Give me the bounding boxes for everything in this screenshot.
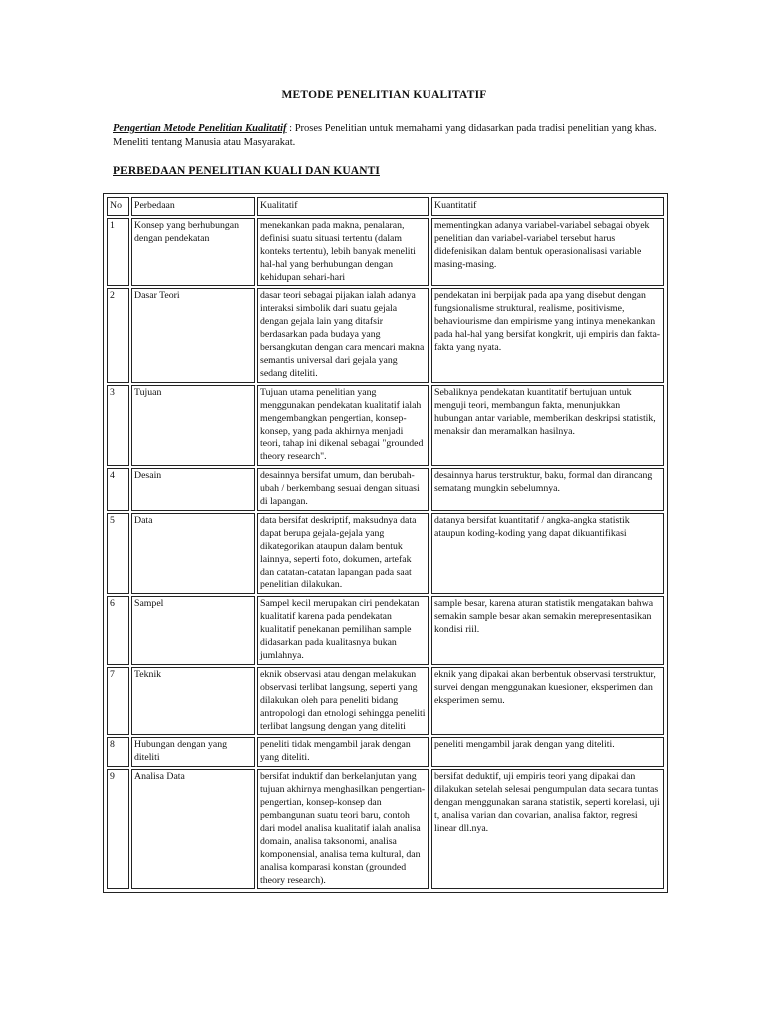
row-quantitative-cell: pendekatan ini berpijak pada apa yang disebut dengan fungsionalisme struktural, realisme, positivisme, behaviourisme dan empirisme yang intinya menekankan pada hal-hal yang bersifat kongkrit, uji empiris dan fakta-fakta yang nyata.: [431, 288, 664, 382]
row-aspect-cell: Dasar Teori: [131, 288, 255, 382]
row-number-cell: 4: [107, 468, 129, 511]
table-row: [107, 667, 664, 736]
definition-text: : Proses Penelitian untuk memahami yang didasarkan pada tradisi penelitian yang khas. Meneliti tentang Manusia atau Masyarakat.: [113, 123, 657, 148]
table-row: [107, 385, 664, 466]
row-quantitative-cell: Sebaliknya pendekatan kuantitatif bertujuan untuk menguji teori, membangun fakta, menunjukkan hubungan antar variable, memberikan deskripsi statistik, menaksir dan meramalkan hasilnya.: [431, 385, 664, 466]
row-quantitative-cell: eknik yang dipakai akan berbentuk observasi terstruktur, survei dengan menggunakan kuesioner, eksperimen dan eksperimen semu.: [431, 667, 664, 736]
table-row: [107, 769, 664, 889]
page-title: METODE PENELITIAN KUALITATIF: [281, 89, 487, 101]
row-qualitative-cell: peneliti tidak mengambil jarak dengan yang diteliti.: [257, 737, 429, 767]
table-header-row: [107, 197, 664, 216]
table-row: [107, 737, 664, 767]
row-number-cell: 8: [107, 737, 129, 767]
table-row: [107, 596, 664, 665]
table-body: [107, 218, 664, 890]
header-aspect: Perbedaan: [131, 197, 255, 216]
row-qualitative-cell: menekankan pada makna, penalaran, definisi suatu situasi tertentu (dalam konteks tertentu), lebih banyak meneliti hal-hal yang berhubungan dengan kehidupan sehari-hari: [257, 218, 429, 287]
row-aspect-cell: Analisa Data: [131, 769, 255, 889]
row-aspect-cell: Teknik: [131, 667, 255, 736]
row-number-cell: 1: [107, 218, 129, 287]
table-row: [107, 513, 664, 594]
row-qualitative-cell: Tujuan utama penelitian yang menggunakan pendekatan kualitatif ialah mengembangkan pengertian, konsep-konsep, yang pada akhirnya menjadi teori, tahap ini dikenal sebagai "grounded theory research".: [257, 385, 429, 466]
header-qualitative: Kualitatif: [257, 197, 429, 216]
row-qualitative-cell: Sampel kecil merupakan ciri pendekatan kualitatif karena pada pendekatan kualitatif penekanan pemilihan sample didasarkan pada kualitasnya bukan jumlahnya.: [257, 596, 429, 665]
row-qualitative-cell: desainnya bersifat umum, dan berubah-ubah / berkembang sesuai dengan situasi di lapangan.: [257, 468, 429, 511]
row-number-cell: 7: [107, 667, 129, 736]
row-qualitative-cell: eknik observasi atau dengan melakukan observasi terlibat langsung, seperti yang dilakukan oleh para peneliti bidang antropologi dan etnologi sehingga peneliti terlibat langsung dengan yang diteliti: [257, 667, 429, 736]
row-number-cell: 5: [107, 513, 129, 594]
row-quantitative-cell: peneliti mengambil jarak dengan yang diteliti.: [431, 737, 664, 767]
row-number-cell: 6: [107, 596, 129, 665]
row-aspect-cell: Konsep yang berhubungan dengan pendekatan: [131, 218, 255, 287]
row-quantitative-cell: bersifat deduktif, uji empiris teori yang dipakai dan dilakukan setelah selesai pengumpulan data secara tuntas dengan menggunakan sarana statistik, seperti korelasi, uji t, analisa varian dan covarian, analisa faktor, regresi linear dll.nya.: [431, 769, 664, 889]
row-aspect-cell: Tujuan: [131, 385, 255, 466]
table-row: [107, 288, 664, 382]
row-quantitative-cell: datanya bersifat kuantitatif / angka-angka statistik ataupun koding-koding yang dapat dikuantifikasi: [431, 513, 664, 594]
table-row: [107, 218, 664, 287]
section-heading: PERBEDAAN PENELITIAN KUALI DAN KUANTI: [113, 165, 380, 177]
row-qualitative-cell: dasar teori sebagai pijakan ialah adanya interaksi simbolik dari suatu gejala dengan gejala lain yang ditafsir berdasarkan pada budaya yang bersangkutan dengan cara mencari makna semantis universal dari gejala yang sedang diteliti.: [257, 288, 429, 382]
row-quantitative-cell: mementingkan adanya variabel-variabel sebagai obyek penelitian dan variabel-variabel tersebut harus didefenisikan dalam bentuk operasionalisasi variable masing-masing.: [431, 218, 664, 287]
definition-paragraph: [113, 122, 661, 150]
row-qualitative-cell: data bersifat deskriptif, maksudnya data dapat berupa gejala-gejala yang dikategorikan ataupun dalam bentuk lainnya, seperti foto, dokumen, artefak dan catatan-catatan lapangan pada saat penelitian dilakukan.: [257, 513, 429, 594]
row-aspect-cell: Desain: [131, 468, 255, 511]
row-aspect-cell: Data: [131, 513, 255, 594]
definition-term: Pengertian Metode Penelitian Kualitatif: [113, 123, 287, 134]
row-number-cell: 2: [107, 288, 129, 382]
row-number-cell: 9: [107, 769, 129, 889]
header-quantitative: Kuantitatif: [431, 197, 664, 216]
comparison-table: [105, 195, 666, 891]
row-qualitative-cell: bersifat induktif dan berkelanjutan yang tujuan akhirnya menghasilkan pengertian-pengertian, konsep-konsep dan pembangunan suatu teori baru, contoh dari model analisa kualitatif ialah analisa domain, analisa taksonomi, analisa komponensial, analisa tema kultural, dan analisa komparasi konstan (grounded theory research).: [257, 769, 429, 889]
row-aspect-cell: Sampel: [131, 596, 255, 665]
row-aspect-cell: Hubungan dengan yang diteliti: [131, 737, 255, 767]
row-quantitative-cell: sample besar, karena aturan statistik mengatakan bahwa semakin sample besar akan semakin merepresentasikan kondisi riil.: [431, 596, 664, 665]
table-row: [107, 468, 664, 511]
row-number-cell: 3: [107, 385, 129, 466]
row-quantitative-cell: desainnya harus terstruktur, baku, formal dan dirancang sematang mungkin sebelumnya.: [431, 468, 664, 511]
header-no: No: [107, 197, 129, 216]
comparison-table-frame: [103, 193, 668, 893]
